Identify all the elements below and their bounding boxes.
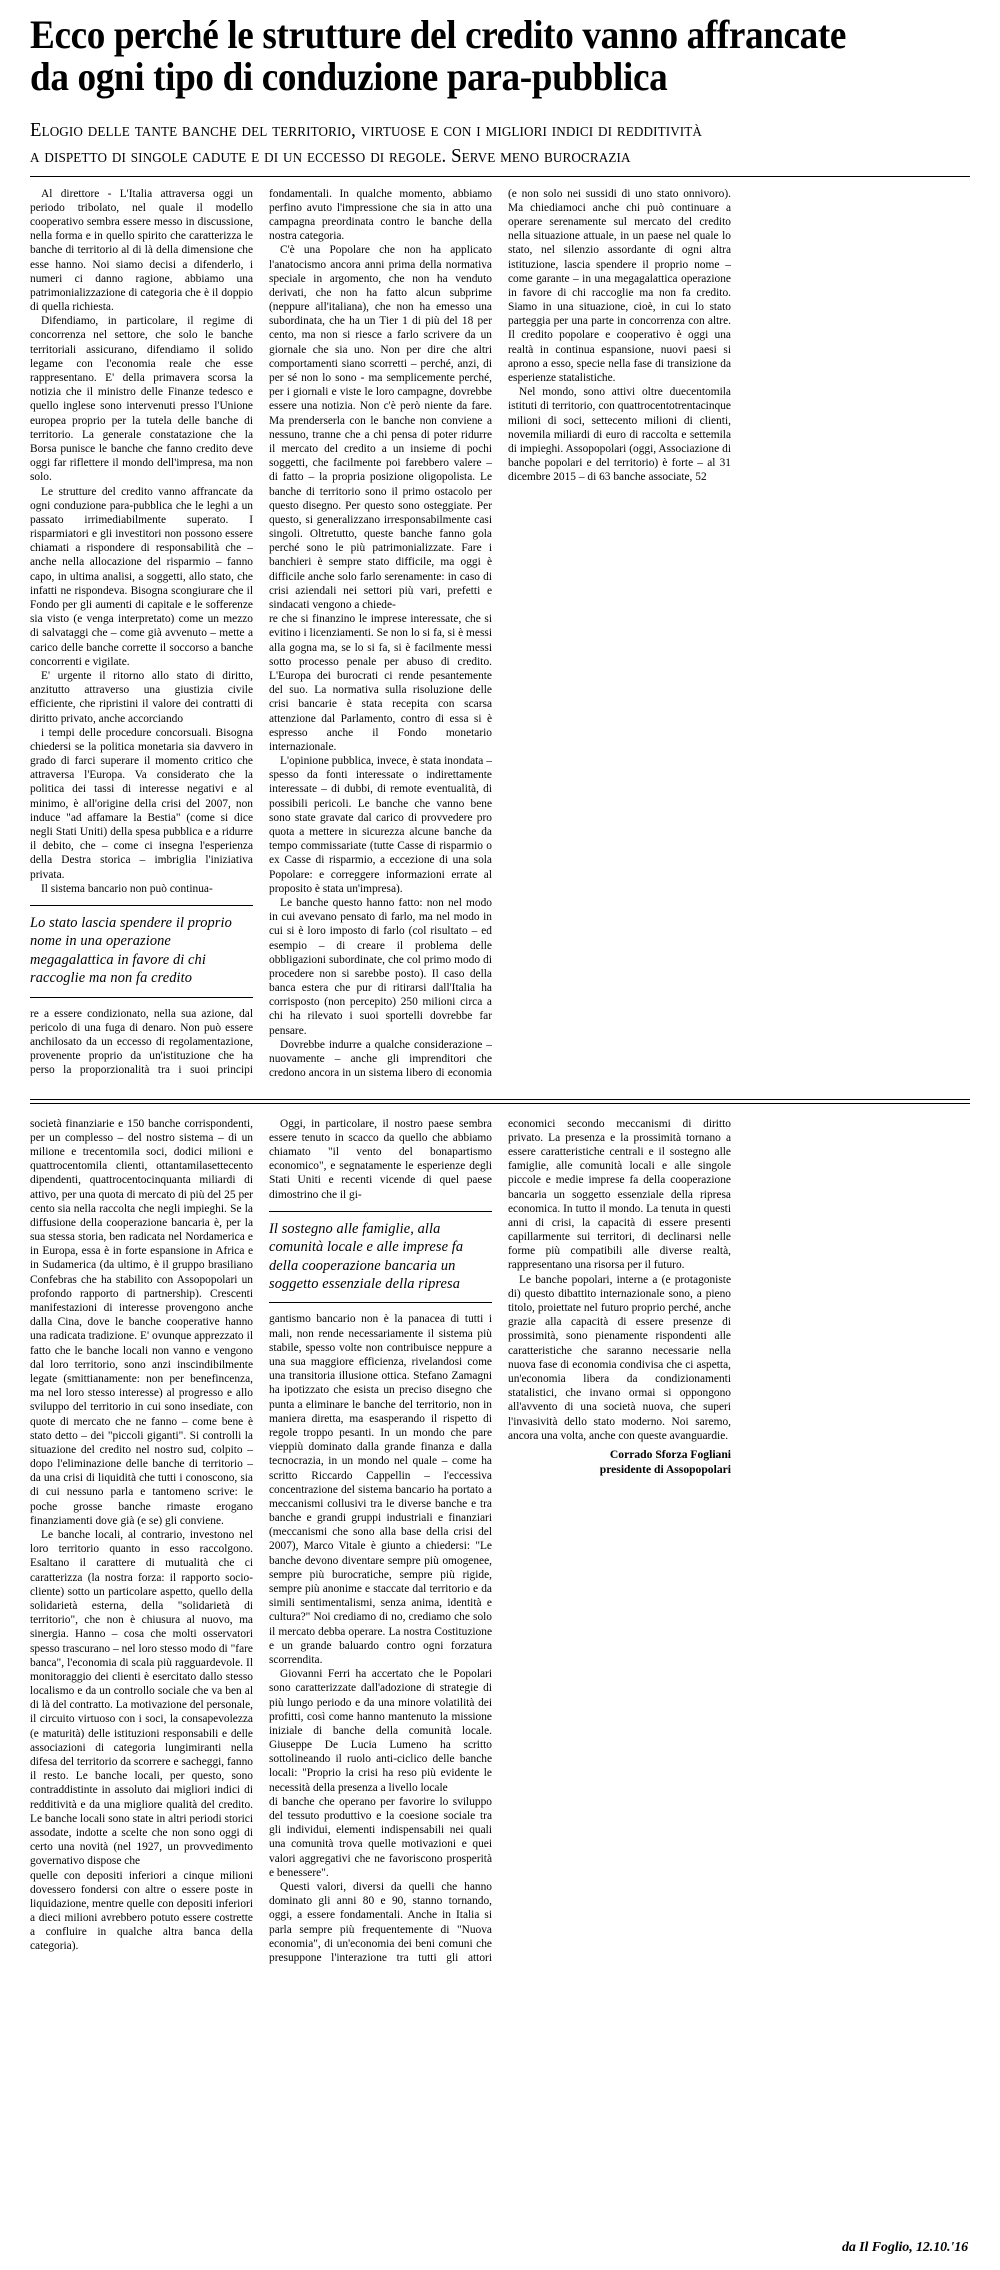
- header-divider-rule: [30, 176, 970, 177]
- pull-quote-1: [30, 905, 253, 998]
- paragraph: Nel mondo, sono attivi oltre duecentomila istituti di territorio, con quattrocentotrentacinque milioni di soci, settecento milioni di clienti, novemila miliardi di euro di raccolta e settemila di impieghi. Assopopolari (oggi, Associazione di banche popolari e del territorio) è forte – al 31 dicembre 2015 – di 63 banche associate, 52: [508, 386, 731, 484]
- pull-quote-2: [269, 1211, 492, 1304]
- article-body-top: [30, 187, 970, 1087]
- paragraph: di banche che operano per favorire lo sviluppo del tessuto produttivo e la coesione sociale tra gli individui, elementi indispensabili nei quali una comunità trova quelle motivazioni e quei valori aggregativi che ne favoriscono prosperità e benessere".: [269, 1795, 492, 1879]
- article-body-bottom: [30, 1117, 970, 1977]
- paragraph: i tempi delle procedure concorsuali. Bisogna chiedersi se la politica monetaria sia davvero in grado di farci superare il momento critico che attraversa l'Europa. Va considerato che la politica dei tassi di interesse negativi e al minimo, è all'origine della crisi del 2007, non induce "ad affamare la Bestia" (come si dice negli Stati Uniti) della spesa pubblica e a ridurre il debito, che – come ci insegna l'esperienza della Destra storica – imbriglia l'iniziativa privata.: [30, 726, 253, 881]
- page-title: [30, 14, 965, 99]
- paragraph: Giovanni Ferri ha accertato che le Popolari sono caratterizzate dall'adozione di strategie di più lungo periodo e da una minore volatilità dei profitti, così come hanno mantenuto la missione iniziale di banche della comunità locale. Giuseppe De Lucia Lumeno ha scritto sottolineando il ruolo anti-ciclico delle banche locali: "Proprio la crisi ha reso più evidente le necessità della presenza a livello locale: [269, 1668, 492, 1794]
- pull-quote-text: Il sostegno alle famiglie, alla comunità locale e alle imprese fa della cooperazione bancaria un soggetto essenziale della ripresa: [269, 1220, 464, 1292]
- author-name: Corrado Sforza Fogliani: [609, 1447, 731, 1461]
- paragraph: Questi valori, diversi da quelli che hanno dominato gli anni 80 e 90, stanno tornando, oggi, a essere fondamentali. Anche in Italia si parla sempre più frequentemente di "Nuova economia", di un'economia dei beni comuni che presuppone l'interazione tra tutti gli attori economici secondo meccanismi di diritto privato. La presenza e la prossimità tornano a essere caratteristiche centrali e il sostegno alle famiglie, alle comunità locali e alle singole piccole e medie imprese fa della cooperazione bancaria un soggetto essenziale della ripresa economica. In tutto il mondo. La tenuta in questi anni di crisi, la capacità di essere presenti capillarmente sui territori, di declinarsi nelle forme più compatibili alle diverse realtà, rappresentano una risorsa per il futuro.: [269, 1117, 731, 1964]
- paragraph: società finanziarie e 150 banche corrispondenti, per un complesso – del nostro sistema – di un milione e trecentomila soci, dodici milioni e quattrocentomila clienti, ottantamilasettecento dipendenti, quattrocentocinquanta miliardi di attivo, per una quota di mercato di più del 25 per cento sia nella raccolta che negli impieghi. Se la diffusione della cooperazione bancaria è, per la sua stessa storia, ben radicata nel Nordamerica e in Europa, essa è in forte espansione in Africa e in Sudamerica (da ultimo, è il gruppo brasiliano Confebras che ha stabilito con Assopopolari un profondo rapporto di partnership). Crescenti manifestazioni di interesse provengono anche dalla Cina, dove le banche cooperative hanno una radicata tradizione. E' ovunque apprezzato il fatto che le banche locali non vanno e vengono dal loro territorio, sono anzi inscindibilmente legate (smittianamente: non per benefincenza, ma nel loro stesso interesse) al progresso e allo sviluppo del territorio in cui sono insediate, con quote di mercato che ne fanno – come bene è stato detto – dei "piccoli giganti". Si controlli la situazione del credito nel nostro sud, colpito – dopo l'eliminazione delle banche di territorio – da una crisi di liquidità che tutti i conoscono, sia di cui nessuno parla e tantomeno scrive: le poche grosse banche rimaste erogano finanziamenti dove già (e se) gli conviene.: [30, 1117, 253, 1527]
- paragraph: E' urgente il ritorno allo stato di diritto, anzitutto attraverso una giustizia civile efficiente, che ripristini il valore dei contratti di diritto privato, anche accorciando: [30, 669, 253, 725]
- paragraph: Al direttore - L'Italia attraversa oggi un periodo tribolato, nel quale il modello cooperativo sembra essere messo in discussione, nella forma e in quello spirito che caratterizza le banche di territorio al di là della dimensione che esse hanno. Noi siamo decisi a difenderlo, i numeri ci danno ragione, abbiamo una patrimonializzazione di categoria che è il doppio di quella richiesta.: [30, 187, 253, 314]
- paragraph: Dovrebbe indurre a qualche considerazione – nuovamente – anche gli imprenditori che credono ancora in un sistema libero di economia (e non solo nei sussidi di uno stato onnivoro). Ma chiediamoci anche chi può continuare a operare serenamente sul mercato del credito nella situazione attuale, in un paese nel quale lo stato, nel silenzio assordante di ogni altra istituzione, lascia spendere il proprio nome – come garante – in una megagalattica operazione in favore di chi raccoglie ma non fa credito. Siamo in una situazione, cioè, in cui lo stato parteggia per una parte in concorrenza con altre. Il credito popolare e cooperativo è oggi una realtà in continua espansione, nuovi paesi si aprono a esso, specie nella fase di transizione da esperienze statalistiche.: [269, 187, 731, 1080]
- paragraph: Le banche locali, al contrario, investono nel loro territorio quanto in esso raccolgono. Esaltano il carattere di mutualità che ci caratterizza (la nostra forza: il rapporto socio-cliente) sotto un particolare aspetto, quello della solidarietà esterna, della "solidarietà di territorio", che non è chiusura al nuovo, ma sinergia. Hanno – cosa che molti osservatori spesso trascurano – nel loro stesso modo di "fare banca", l'economia di scala più ragguardevole. Il monitoraggio dei clienti è esercitato dallo stesso localismo e da un controllo sociale che va ben al di là del contratto. La motivazione del personale, il circuito virtuoso con i soci, la consapevolezza (e maturità) delle istituzioni responsabili e delle associazioni di categoria lungimiranti nella difesa del territorio da scorrere e sacheggi, fanno il resto. Le banche locali, per questo, sono contraddistinte in assoluto dai migliori indici di redditività e da una migliore qualità del credito. Le banche locali sono state in altri periodi storici assodate, indotte a scelte che non sono oggi di certo una novità (nel 1927, un provvedimento governativo dispose che: [30, 1529, 253, 1868]
- author-signature: [508, 1447, 731, 1477]
- paragraph: L'opinione pubblica, invece, è stata inondata – spesso da fonti interessate o indirettamente interessate – di dubbi, di remote eventualità, di possibili pericoli. Le banche che vanno bene sono state gravate dal carico di provvedere pro quota a mettere in sicurezza alcune banche da tempo commissariate (tutte Casse di risparmio o ex Casse di risparmio, a eccezione di una sola Popolare: e correggere informazioni errate al proposito è stata un'impresa).: [269, 755, 492, 895]
- headline-line-1: Ecco perché le strutture del credito vanno affrancate: [30, 12, 847, 57]
- pull-quote-text: Lo stato lascia spendere il proprio nome in una operazione megagalattica in favore di chi raccoglie ma non fa credito: [30, 914, 232, 987]
- paragraph: Il sistema bancario non può continua-: [41, 882, 213, 895]
- paragraph: quelle con depositi inferiori a cinque milioni dovessero fondersi con altre o essere poste in liquidazione, mentre quelle con depositi inferiori a dieci milioni avrebbero potuto essere costrette a confluire in qualche altra banca della categoria).: [30, 1869, 253, 1953]
- section-divider: [30, 1099, 970, 1104]
- source-attribution: da Il Foglio, 12.10.'16: [841, 2240, 968, 2255]
- subtitle-line-1: Elogio delle tante banche del territorio, virtuose e con i migliori indici di redditività: [30, 118, 703, 141]
- paragraph: gantismo bancario non è la panacea di tutti i mali, non rende necessariamente il sistema più stabile, spesso volte non contribuisce neppure a una sua maggiore efficienza, rivelandosi come una transitoria illusione ottica. Stefano Zamagni ha ipotizzato che esista un preciso disegno che punta a eliminare le banche del territorio, non in maniera diretta, ma esasperando il rispetto di regole troppo pesanti. In un mondo che pare vieppiù dominato dalla grande finanza e dalla tecnocrazia, in un mondo nel quale – come ha scritto Riccardo Cappellin – l'eccessiva concentrazione del sistema bancario ha portato a meccanismi collusivi tra le diverse banche e tra banche e grandi gruppi industriali e finanziari (meccanismi che sono alla base della crisi del 2007), Marco Vitale è giunto a chiedersi: "Le banche devono diventare sempre più omogenee, sempre più burocratiche, sempre più rigide, sempre più anonime e staccate dal territorio e da simili sentimentalismi, senza anima, identità e cultura?" Noi crediamo di no, crediamo che solo il mercato debba operare. La nostra Costituzione e un grande baluardo contro ogni forzatura scorrendita.: [269, 1313, 492, 1666]
- headline-line-2: da ogni tipo di conduzione para-pubblica: [30, 54, 668, 100]
- subtitle-line-2: a dispetto di singole cadute e di un eccesso di regole. Serve meno burocrazia: [30, 145, 631, 168]
- paragraph: Difendiamo, in particolare, il regime di concorrenza nel settore, che solo le banche territoriali assicurano, difendiamo il solido legame con l'economia reale che esse rappresentano. E' della primavera scorsa la notizia che il ministro delle Finanze tedesco e quello inglese sono intervenuti presso l'Unione europea proprio per la tutela delle banche di territorio. La generale constatazione che la Borsa punisce le banche che fanno credito deve oggi far riflettere il mondo dell'impresa, ma non solo.: [30, 315, 253, 484]
- author-role: presidente di Assopopolari: [599, 1462, 731, 1476]
- paragraph: Le banche questo hanno fatto: non nel modo in cui avevano pensato di farlo, ma nel modo in cui si è loro imposto di farlo (col risultato – ed esempio – di creare il problema delle obbligazioni subordinate, che col primo modo di procedere non si sarebbe posto). Il caso della banca estera che pur di ritirarsi dall'Italia ha corrisposto (non percepito) 250 milioni circa a chi ha rilevato i suoi sportelli dovrebbe far pensare.: [269, 896, 492, 1037]
- paragraph: C'è una Popolare che non ha applicato l'anatocismo ancora anni prima della normativa speciale in argomento, che non ha venduto derivati, che non ha fatto alcun subprime (neppure all'italiana), che non ha emesso una subordinata, che ha un Tier 1 di più del 18 per cento, ma non si riesce a farlo scrivere da un giornale che sia uno. Non per dire che altri comportamenti siano scorretti – perché, anzi, di per sé non lo sono - ma semplicemente perché, per i giornali e viste le loro campagne, dovrebbe essere una notizia. Non c'è però niente da fare. Ma prenderserla con le banche non conviene a nessuno, tranne che a chi pensa di poter ridurre il mercato del credito a un insieme di pochi soggetti, che facilmente poi farebbero valere – di fatto – la propria posizione oligopolista. Le banche di territorio sono il primo ostacolo per questo disegno. Per questo sono osteggiate. Per questo, si generalizzano irresponsabilmente casi singoli. Oltretutto, queste banche fanno gola perché sono le più patrimonializzate. Fare i banchieri è sempre stato difficile, ma oggi è difficile anche solo farlo serenamente: in caso di crisi aziendali nei settori più vari, prefetti e sindacati vengono a chiede-: [269, 244, 492, 611]
- paragraph: Le banche popolari, interne a (e protagoniste di) questo dibattito internazionale sono, a pieno titolo, proiettate nel futuro proprio perché, anche grazie alla capacità di essere presenze di prossimità, sono pienamente rispondenti alle caratteristiche che saranno necessarie nella nuova fase di economia condivisa che ci aspetta, un'economia libera da condizionamenti statalistici, che invano ormai si oppongono all'avvento di una società nuova, che superi l'invasività dello stato moderno. Noi saremo, ancora una volta, anche con queste avanguardie.: [508, 1273, 731, 1442]
- subtitle: [30, 117, 967, 170]
- paragraph: re che si finanzino le imprese interessate, che si evitino i licenziamenti. Se non lo si fa, si è messi alla gogna ma, se lo si fa, si è facilmente messi sotto processo penale per abuso di credito. L'Europa dei burocrati ci rende pesantemente del suo. La normativa sulla risoluzione delle crisi bancarie è stata recepita con scarsa attenzione dal Parlamento, contro di essa si è espresso anche il Fondo monetario internazionale.: [269, 613, 492, 753]
- paragraph: re a essere condizionato, nella sua azione, dal pericolo di una fuga di denaro. Non può essere anchilosato da un eccesso di regolamentazione, provenente proprio da un'istituzione che ha perso la proporzionalità tra i suoi principi fondamentali. In qualche momento, abbiamo perfino avuto l'impressione che sia in atto una campagna preordinata contro le banche della nostra categoria.: [30, 187, 492, 1077]
- paragraph: Oggi, in particolare, il nostro paese sembra essere tenuto in scacco da quello che abbiamo chiamato "il vento del bonapartismo economico", e segnatamente le esperienze degli Stati Uniti e recenti vicende di quel paese dimostrino che il gi-: [269, 1117, 492, 1201]
- paragraph: Le strutture del credito vanno affrancate da ogni conduzione para-pubblica che le leghi a un passato irrimediabilmente superato. I risparmiatori e gli investitori non possono essere chiamati a rispondere di responsabilità che – anche nella allocazione del risparmio – fanno capo, in ultima analisi, a soggetti, allo stato, che infatti ne rispondeva. Bisogna scongiurare che il Fondo per gli aumenti di capitale e le sofferenze sia visto (e venga interpretato) come un mezzo di salvataggi che – come già avvenuto – mette a carico delle banche corrette il soccorso a banche concorrenti e vigilate.: [30, 485, 253, 668]
